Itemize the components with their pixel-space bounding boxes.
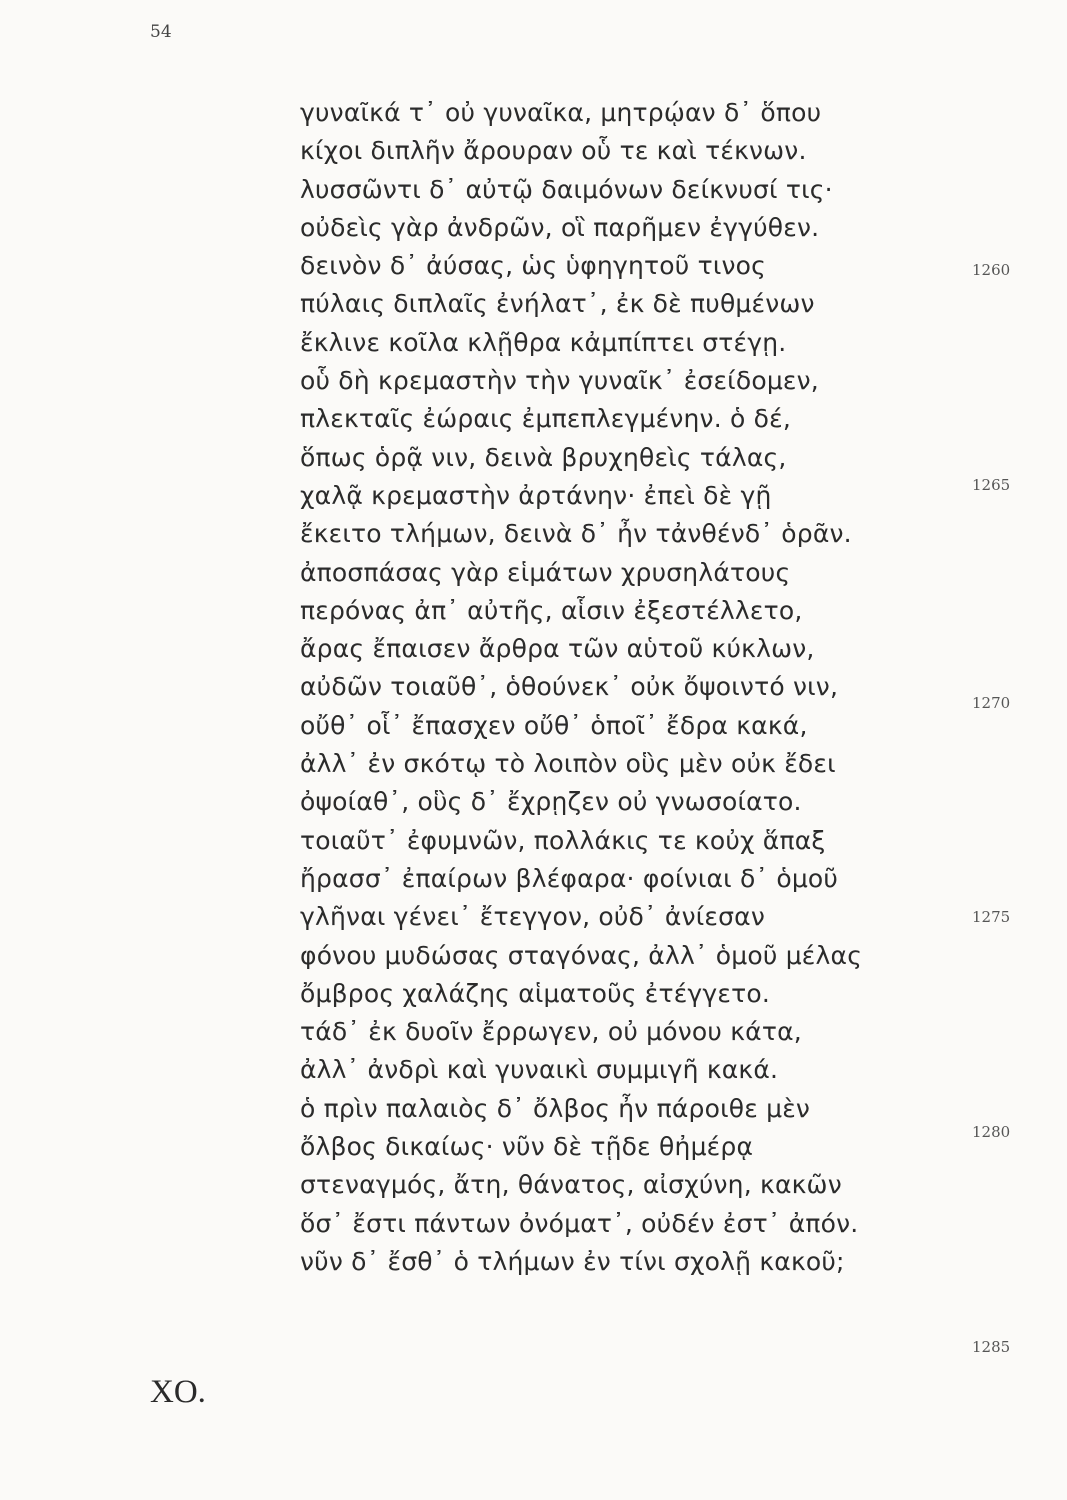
verse-line: ὁ πρὶν παλαιὸς δ᾽ ὄλβος ἦν πάροιθε μὲν: [300, 1093, 811, 1123]
verse-line: ὅπως ὁρᾷ νιν, δεινὰ βρυχηθεὶς τάλας,: [300, 442, 787, 472]
verse-line: οὗ δὴ κρεμαστὴν τὴν γυναῖκ᾽ ἐσείδομεν,: [300, 366, 819, 396]
line-number: 1270: [972, 694, 1011, 712]
verse-line: περόνας ἀπ᾽ αὐτῆς, αἷσιν ἐξεστέλλετο,: [300, 595, 803, 625]
verse-line: λυσσῶντι δ᾽ αὐτῷ δαιμόνων δείκνυσί τις·: [300, 174, 833, 204]
verse-line: ἀλλ᾽ ἀνδρὶ καὶ γυναικὶ συμμιγῆ κακά.: [300, 1055, 779, 1085]
verse-line: δεινὸν δ᾽ ἀύσας, ὡς ὑφηγητοῦ τινος: [300, 251, 767, 281]
verse-line: οὔθ᾽ οἷ᾽ ἔπασχεν οὔθ᾽ ὁποῖ᾽ ἔδρα κακά,: [300, 710, 808, 740]
line-number: 1260: [972, 261, 1011, 279]
line-number: 1265: [972, 476, 1011, 494]
verse-line: φόνου μυδώσας σταγόνας, ἀλλ᾽ ὁμοῦ μέλας: [300, 940, 863, 970]
verse-line: χαλᾷ κρεμαστὴν ἀρτάνην· ἐπεὶ δὲ γῇ: [300, 480, 772, 510]
line-number: 1280: [972, 1123, 1011, 1141]
verse-line: πλεκταῖς ἐώραις ἐμπεπλεγμένην. ὁ δέ,: [300, 404, 792, 434]
verse-line: τάδ᾽ ἐκ δυοῖν ἔρρωγεν, οὐ μόνου κάτα,: [300, 1017, 802, 1047]
verse-line: ὄλβος δικαίως· νῦν δὲ τῇδε θἠμέρᾳ: [300, 1132, 754, 1162]
verse-line: ἔκειτο τλήμων, δεινὰ δ᾽ ἦν τἀνθένδ᾽ ὁρᾶν.: [300, 519, 852, 549]
line-number: 1275: [972, 908, 1011, 926]
speaker-label: ΧΟ.: [150, 1374, 206, 1410]
verse-line: νῦν δ᾽ ἔσθ᾽ ὁ τλήμων ἐν τίνι σχολῇ κακοῦ;: [300, 1246, 845, 1276]
verse-line: ὄμβρος χαλάζης αἱματοῦς ἐτέγγετο.: [300, 978, 771, 1008]
verse-line: οὐδεὶς γὰρ ἀνδρῶν, οἳ παρῆμεν ἐγγύθεν.: [300, 212, 820, 242]
verse-line: τοιαῦτ᾽ ἐφυμνῶν, πολλάκις τε κοὐχ ἅπαξ: [300, 825, 826, 855]
verse-line: κίχοι διπλῆν ἄρουραν οὗ τε καὶ τέκνων.: [300, 136, 807, 166]
line-number: 1285: [972, 1338, 1011, 1356]
verse-line: γυναῖκά τ᾽ οὐ γυναῖκα, μητρῴαν δ᾽ ὅπου: [300, 98, 822, 127]
verse-line: πύλαις διπλαῖς ἐνήλατ᾽, ἐκ δὲ πυθμένων: [300, 289, 815, 319]
verse-line: ἔκλινε κοῖλα κλῇθρα κἀμπίπτει στέγῃ.: [300, 327, 787, 357]
verse-block: [300, 94, 960, 1281]
verse-line: ὅσ᾽ ἔστι πάντων ὀνόματ᾽, οὐδέν ἐστ᾽ ἀπόν.: [300, 1208, 859, 1238]
verse-line: ὀψοίαθ᾽, οὓς δ᾽ ἔχρῃζεν οὐ γνωσοίατο.: [300, 787, 802, 817]
verse-line: στεναγμός, ἄτη, θάνατος, αἰσχύνη, κακῶν: [300, 1170, 842, 1200]
verse-line: γλῆναι γένει᾽ ἔτεγγον, οὐδ᾽ ἀνίεσαν: [300, 902, 766, 932]
verse-line: ἀποσπάσας γὰρ εἱμάτων χρυσηλάτους: [300, 557, 791, 587]
page-number: 54: [150, 22, 172, 42]
verse-line: ἀλλ᾽ ἐν σκότῳ τὸ λοιπὸν οὓς μὲν οὐκ ἔδει: [300, 749, 836, 779]
verse-line: ἄρας ἔπαισεν ἄρθρα τῶν αὑτοῦ κύκλων,: [300, 634, 815, 664]
verse-line: αὐδῶν τοιαῦθ᾽, ὁθούνεκ᾽ οὐκ ὄψοιντό νιν,: [300, 672, 839, 702]
verse-line: ἤρασσ᾽ ἐπαίρων βλέφαρα· φοίνιαι δ᾽ ὁμοῦ: [300, 863, 839, 893]
